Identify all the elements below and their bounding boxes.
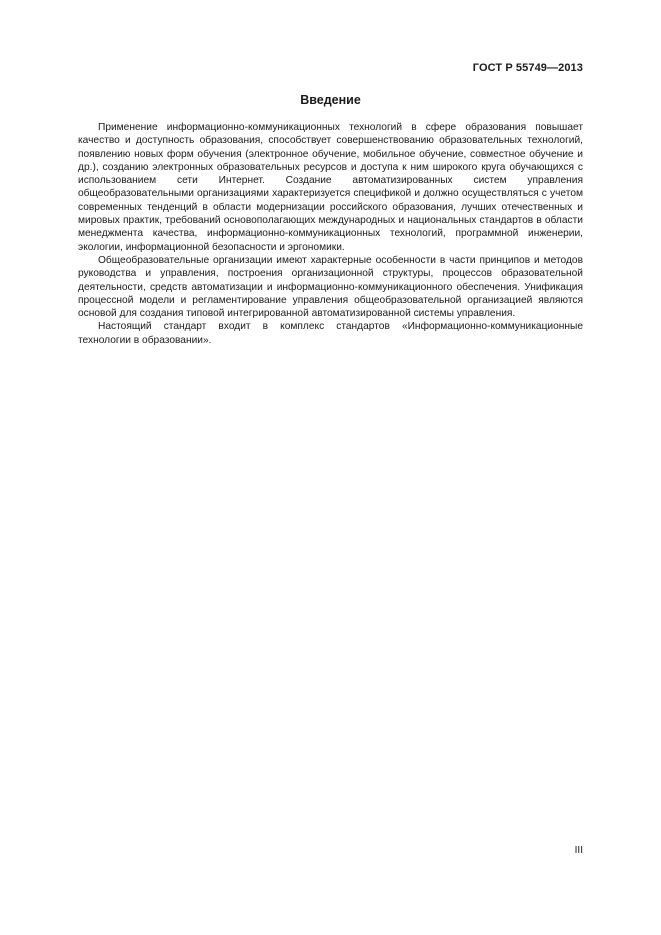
paragraph: Общеобразовательные организации имеют характерные особенности в части принципов и методов руководства и управления, построения организационной структуры, процессов образовательной деятельности, средств автоматизации и информационно-коммуникационного обеспечения. Унификация процессной модели и регламентирование управления общеобразовательной организацией являются основой для создания типовой интегрированной автоматизированной системы управления.	[78, 254, 583, 320]
page-number: III	[574, 845, 583, 856]
document-code: ГОСТ Р 55749—2013	[472, 62, 583, 74]
paragraph: Настоящий стандарт входит в комплекс стандартов «Информационно-коммуникационные технологии в образовании».	[78, 321, 583, 346]
section-title: Введение	[300, 93, 361, 107]
paragraph: Применение информационно-коммуникационных технологий в сфере образования повышает качество и доступность образования, способствует совершенствованию образовательных технологий, появлению новых форм обучения (электронное обучение, мобильное обучение, совместное обучение и др.), созданию электронных образовательных ресурсов и доступа к ним широкого круга обучающихся с использованием сети Интернет. Создание автоматизированных систем управления общеобразовательными организациями характеризуется спецификой и должно осуществляться с учетом современных тенденций в области модернизации российского образования, лучших отечественных и мировых практик, требований основополагающих международных и национальных стандартов в области менеджмента качества, информационно-коммуникационных технологий, программной инженерии, экологии, информационной безопасности и эргономики.	[78, 122, 583, 253]
section-body	[78, 121, 583, 347]
